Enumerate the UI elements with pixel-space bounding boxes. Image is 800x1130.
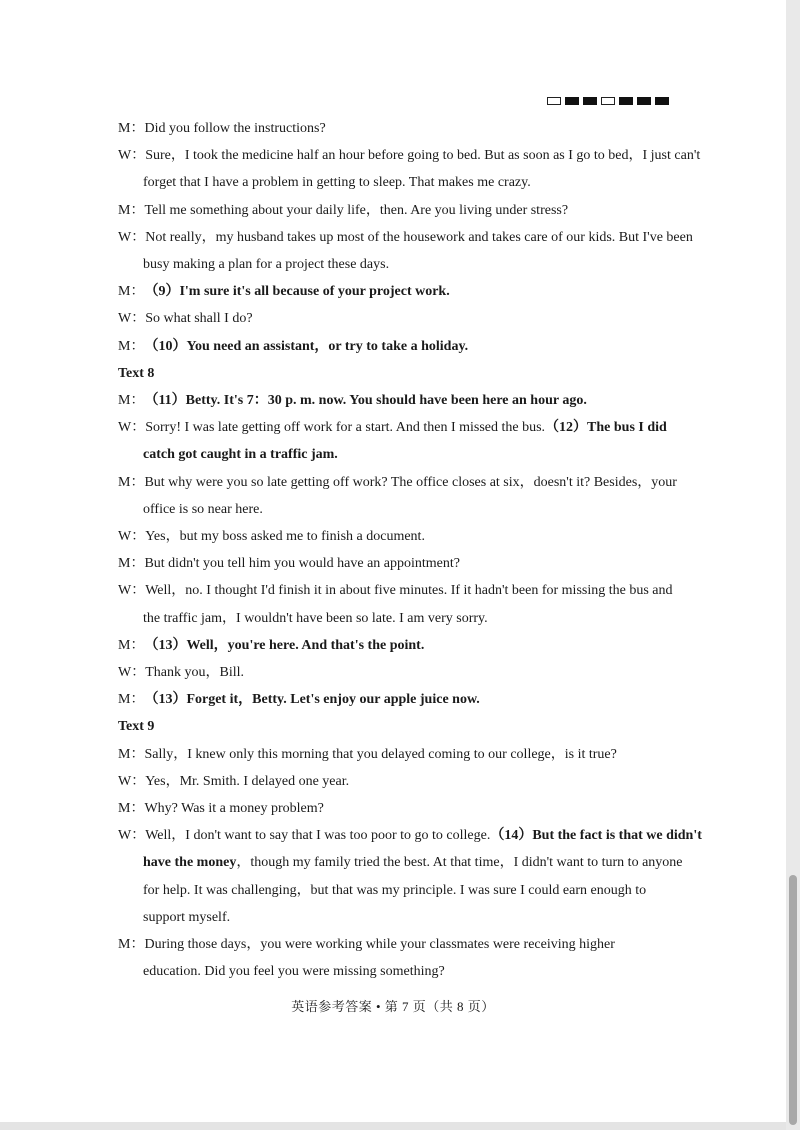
speaker-label: M： bbox=[118, 202, 145, 218]
mark-filled-3 bbox=[619, 97, 633, 105]
page-footer: 英语参考答案 • 第 7 页（共 8 页） bbox=[291, 999, 495, 1014]
dialogue-continuation bbox=[118, 958, 686, 985]
line-text: Tell me something about your daily life，then. Are you living under stress? bbox=[144, 202, 569, 218]
mark-filled-2 bbox=[583, 97, 597, 105]
mark-open-1 bbox=[547, 97, 561, 105]
section-heading-text-9: Text 9 bbox=[118, 719, 155, 735]
answer-text: catch got caught in a traffic jam. bbox=[143, 447, 338, 463]
speaker-label: M： bbox=[118, 121, 145, 136]
section-heading-text-8: Text 8 bbox=[118, 365, 155, 381]
dialogue-line bbox=[118, 686, 686, 713]
speaker-label: M： bbox=[118, 746, 145, 762]
speaker-label: W： bbox=[118, 665, 146, 681]
speaker-label: M： bbox=[118, 393, 145, 409]
dialogue-line bbox=[118, 741, 686, 768]
dialogue-line bbox=[118, 931, 686, 958]
dialogue-continuation bbox=[118, 904, 686, 931]
dialogue-continuation bbox=[118, 877, 686, 904]
speaker-label: W： bbox=[118, 773, 146, 789]
dialogue-line bbox=[118, 197, 686, 224]
speaker-label: W： bbox=[118, 229, 146, 245]
dialogue-line bbox=[118, 550, 686, 577]
mark-filled-4 bbox=[637, 97, 651, 105]
answer-text: （11）Betty. It's 7：30 p. m. now. You should have been here an hour ago. bbox=[144, 393, 587, 409]
answer-text: （13）Well，you're here. And that's the point. bbox=[144, 637, 425, 653]
dialogue-line bbox=[118, 523, 686, 550]
dialogue-continuation bbox=[118, 496, 686, 523]
dialogue-line bbox=[118, 659, 686, 686]
dialogue-line bbox=[118, 333, 686, 360]
transcript bbox=[118, 115, 702, 986]
line-text: Why? Was it a money problem? bbox=[144, 801, 324, 817]
speaker-label: M： bbox=[118, 801, 145, 817]
answer-text: （13）Forget it，Betty. Let's enjoy our apple juice now. bbox=[144, 692, 480, 708]
scrollbar-thumb[interactable] bbox=[789, 875, 797, 1125]
dialogue-line bbox=[118, 822, 702, 849]
mark-filled-5 bbox=[655, 97, 669, 105]
dialogue-line bbox=[118, 795, 686, 822]
line-text: During those days，you were working while your classmates were receiving higher bbox=[144, 937, 615, 953]
line-text: for help. It was challenging，but that was my principle. I was sure I could earn enough to bbox=[143, 882, 647, 898]
line-text: Yes，but my boss asked me to finish a document. bbox=[145, 529, 425, 545]
mark-open-2 bbox=[601, 97, 615, 105]
line-text: Did you follow the instructions? bbox=[144, 121, 326, 136]
line-text: Sally，I knew only this morning that you delayed coming to our college，is it true? bbox=[144, 746, 617, 762]
dialogue-continuation bbox=[118, 605, 686, 632]
dialogue-line bbox=[118, 278, 686, 305]
line-text: ，though my family tried the best. At that time，I didn't want to turn to anyone bbox=[236, 855, 683, 871]
speaker-label: M： bbox=[118, 474, 145, 490]
dialogue-line bbox=[118, 469, 686, 496]
line-text: busy making a plan for a project these days. bbox=[143, 257, 390, 273]
speaker-label: W： bbox=[118, 828, 146, 844]
line-text: Not really，my husband takes up most of the housework and takes care of our kids. But I've been bbox=[145, 229, 693, 245]
header-marks bbox=[547, 96, 669, 106]
speaker-label: W： bbox=[118, 420, 146, 436]
line-text: forget that I have a problem in getting to sleep. That makes me crazy. bbox=[143, 175, 531, 191]
line-text: But didn't you tell him you would have an appointment? bbox=[144, 556, 460, 572]
dialogue-line bbox=[118, 632, 686, 659]
line-text: Well，no. I thought I'd finish it in about five minutes. If it hadn't been for missing the bus and bbox=[145, 583, 673, 599]
line-text: office is so near here. bbox=[143, 501, 263, 517]
vertical-scrollbar[interactable] bbox=[786, 0, 800, 1130]
dialogue-line bbox=[118, 414, 686, 441]
speaker-label: W： bbox=[118, 311, 146, 327]
line-text: the traffic jam，I wouldn't have been so late. I am very sorry. bbox=[143, 610, 488, 626]
line-text: Yes，Mr. Smith. I delayed one year. bbox=[145, 773, 350, 789]
line-text: support myself. bbox=[143, 909, 231, 925]
line-text: Sorry! I was late getting off work for a start. And then I missed the bus. bbox=[145, 420, 546, 436]
line-text: So what shall I do? bbox=[145, 311, 253, 327]
line-text: But why were you so late getting off work? The office closes at six，doesn't it? Besides，your bbox=[144, 474, 677, 490]
mark-filled-1 bbox=[565, 97, 579, 105]
dialogue-continuation bbox=[118, 441, 686, 468]
speaker-label: M： bbox=[118, 637, 145, 653]
answer-text: （10）You need an assistant，or try to take a holiday. bbox=[144, 338, 469, 354]
line-text: Thank you，Bill. bbox=[145, 665, 244, 681]
speaker-label: M： bbox=[118, 556, 145, 572]
speaker-label: M： bbox=[118, 338, 145, 354]
speaker-label: M： bbox=[118, 937, 145, 953]
dialogue-continuation bbox=[118, 169, 686, 196]
dialogue-line bbox=[118, 142, 701, 169]
answer-text: have the money bbox=[143, 855, 237, 871]
line-text: Well，I don't want to say that I was too poor to go to college. bbox=[145, 828, 491, 844]
dialogue-continuation bbox=[118, 251, 686, 278]
speaker-label: W： bbox=[118, 148, 146, 164]
dialogue-line bbox=[118, 224, 693, 251]
dialogue-continuation bbox=[118, 849, 686, 876]
answer-text: （9）I'm sure it's all because of your project work. bbox=[144, 284, 450, 300]
speaker-label: W： bbox=[118, 583, 146, 599]
speaker-label: M： bbox=[118, 284, 145, 300]
answer-text: （12）The bus I did bbox=[545, 420, 667, 436]
page-bottom-edge bbox=[0, 1122, 786, 1130]
speaker-label: M： bbox=[118, 692, 145, 708]
dialogue-line bbox=[118, 768, 686, 795]
dialogue-line bbox=[118, 387, 686, 414]
dialogue-line bbox=[118, 115, 686, 142]
speaker-label: W： bbox=[118, 529, 146, 545]
dialogue-line bbox=[118, 305, 686, 332]
dialogue-line bbox=[118, 577, 686, 604]
answer-text: （14）But the fact is that we didn't bbox=[490, 828, 702, 844]
line-text: Sure，I took the medicine half an hour before going to bed. But as soon as I go to bed，I just can't bbox=[145, 148, 701, 164]
line-text: education. Did you feel you were missing something? bbox=[143, 964, 445, 980]
